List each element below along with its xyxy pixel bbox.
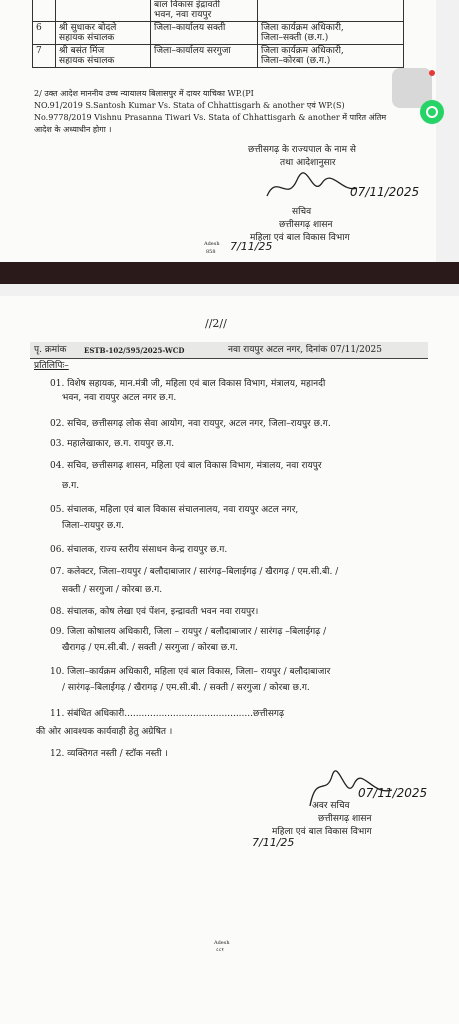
order-line: तथा आदेशानुसार bbox=[280, 158, 336, 168]
table-row bbox=[33, 22, 404, 45]
distribution-item: 12. व्यक्तिगत नस्ती / स्टॉक नस्ती । bbox=[50, 749, 168, 759]
current-office: जिला–कार्यालय सरगुजा bbox=[151, 45, 258, 68]
order-paragraph-line: No.9778/2019 Vishnu Prasanna Tiwari Vs. Stata of Chhattisgarh & another में पारित अंतिम bbox=[34, 113, 387, 122]
distribution-item: जिला–रायपुर छ.ग. bbox=[62, 521, 124, 531]
distribution-item: 01. विशेष सहायक, मान.मंत्री जी, महिला एवं बाल विकास विभाग, मंत्रालय, महानदी bbox=[50, 379, 326, 389]
distribution-item: 05. संचालक, महिला एवं बाल विकास संचालनालय, नवा रायपुर अटल नगर, bbox=[50, 505, 299, 515]
distribution-item: 02. सचिव, छत्तीसगढ़ लोक सेवा आयोग, नवा रायपुर, अटल नगर, जिला–रायपुर छ.ग. bbox=[50, 419, 331, 429]
distribution-item: 10. जिला–कार्यक्रम अधिकारी, महिला एवं बाल विकास, जिला– रायपुर / बलौदाबाजार bbox=[50, 667, 331, 677]
clerk-name: Adesh bbox=[204, 241, 220, 247]
clerk-number: 858 bbox=[206, 249, 216, 255]
officer-designation: सहायक संचालक bbox=[59, 56, 115, 66]
signatory-department: महिला एवं बाल विकास विभाग bbox=[250, 233, 350, 243]
memo-label: पृ. क्रमांक bbox=[34, 345, 67, 355]
officer-name: श्री सुधाकर बोदले bbox=[59, 23, 117, 33]
distribution-item: 03. महालेखाकार, छ.ग. रायपुर छ.ग. bbox=[50, 439, 175, 449]
place-date: नवा रायपुर अटल नगर, दिनांक 07/11/2025 bbox=[228, 345, 382, 355]
distribution-item: सक्ती / सरगुजा / कोरबा छ.ग. bbox=[62, 585, 163, 595]
table-row bbox=[33, 45, 404, 68]
distribution-item: 11. संबंधित अधिकारी.............................................छत्तीसगढ़ bbox=[50, 709, 285, 719]
table-cell: बाल विकास इंद्रावती bbox=[154, 0, 220, 10]
distribution-item: 08. संचालक, कोष लेखा एवं पेंशन, इन्द्रावती भवन नवा रायपुर। bbox=[50, 607, 259, 617]
action-line: की ओर आवश्यक कार्यवाही हेतु अग्रेषित । bbox=[36, 727, 173, 737]
initials: 7/11/25 bbox=[252, 836, 295, 849]
signature-date: 07/11/2025 bbox=[350, 185, 420, 199]
memo-number: ESTB-102/595/2025-WCD bbox=[84, 346, 185, 355]
whatsapp-icon[interactable] bbox=[420, 100, 444, 124]
clerk-number: ८८१ bbox=[216, 947, 224, 953]
new-posting-district: जिला–कोरबा (छ.ग.) bbox=[261, 56, 331, 66]
page-number: //2// bbox=[205, 317, 227, 330]
notification-dot-icon bbox=[429, 70, 435, 76]
page-gap-shadow bbox=[0, 262, 459, 284]
row-number: 7 bbox=[33, 45, 56, 68]
initials: 7/11/25 bbox=[230, 240, 273, 253]
copy-to-heading: प्रतिलिपिः– bbox=[34, 361, 69, 371]
distribution-item: / सारंगढ़–बिलाईगढ़ / खैरागढ़ / एम.सी.बी. / सक्ती / सरगुजा / कोरबा छ.ग. bbox=[62, 683, 310, 693]
signatory-government: छत्तीसगढ़ शासन bbox=[318, 814, 372, 824]
distribution-item: 07. कलेक्टर, जिला–रायपुर / बलौदाबाजार / सारंगढ़–बिलाईगढ़ / खैरागढ़ / एम.सी.बी. / bbox=[50, 567, 339, 577]
clerk-name: Adesh bbox=[214, 940, 230, 946]
distribution-item: छ.ग. bbox=[62, 481, 80, 491]
signatory-title: सचिव bbox=[292, 207, 312, 217]
signature-date: 07/11/2025 bbox=[358, 786, 428, 800]
distribution-item: 04. सचिव, छत्तीसगढ़ शासन, महिला एवं बाल विकास विभाग, मंत्रालय, नवा रायपुर bbox=[50, 461, 322, 471]
officer-name: श्री बसंत मिंज bbox=[59, 46, 105, 56]
officer-table bbox=[32, 0, 404, 68]
signatory-title: अवर सचिव bbox=[312, 801, 350, 811]
order-paragraph-line: आदेश के अध्याधीन होगा । bbox=[34, 125, 112, 134]
new-posting-district: जिला–सक्ती (छ.ग.) bbox=[261, 33, 329, 43]
order-paragraph-line: 2/ उक्त आदेश माननीय उच्च न्यायालय बिलासपुर में दायर याचिका WP.(PI bbox=[34, 89, 254, 98]
document-page-1 bbox=[0, 0, 436, 268]
new-posting: जिला कार्यक्रम अधिकारी, bbox=[261, 23, 344, 33]
officer-designation: सहायक संचालक bbox=[59, 33, 115, 43]
row-number: 6 bbox=[33, 22, 56, 45]
document-page-2 bbox=[0, 296, 459, 1024]
table-cell: भवन, नवा रायपुर bbox=[154, 10, 212, 20]
governor-line: छत्तीसगढ़ के राज्यपाल के नाम से bbox=[248, 145, 356, 155]
distribution-item: 09. जिला कोषालय अधिकारी, जिला – रायपुर / बलौदाबाजार / सारंगढ़ –बिलाईगढ़ / bbox=[50, 627, 327, 637]
order-paragraph-line: NO.91/2019 S.Santosh Kumar Vs. Stata of Chhattisgarh & another एवं WP.(S) bbox=[34, 101, 345, 110]
current-office: जिला–कार्यालय सक्ती bbox=[151, 22, 258, 45]
distribution-item: भवन, नवा रायपुर अटल नगर छ.ग. bbox=[62, 393, 177, 403]
distribution-item: खैरागढ़ / एम.सी.बी. / सक्ती / सरगुजा / कोरबा छ.ग. bbox=[62, 643, 238, 653]
signatory-government: छत्तीसगढ़ शासन bbox=[279, 220, 333, 230]
table-row bbox=[33, 0, 404, 22]
signatory-department: महिला एवं बाल विकास विभाग bbox=[272, 827, 372, 837]
distribution-item: 06. संचालक, राज्य स्तरीय संसाधन केन्द्र रायपुर छ.ग. bbox=[50, 545, 228, 555]
new-posting: जिला कार्यक्रम अधिकारी, bbox=[261, 46, 344, 56]
